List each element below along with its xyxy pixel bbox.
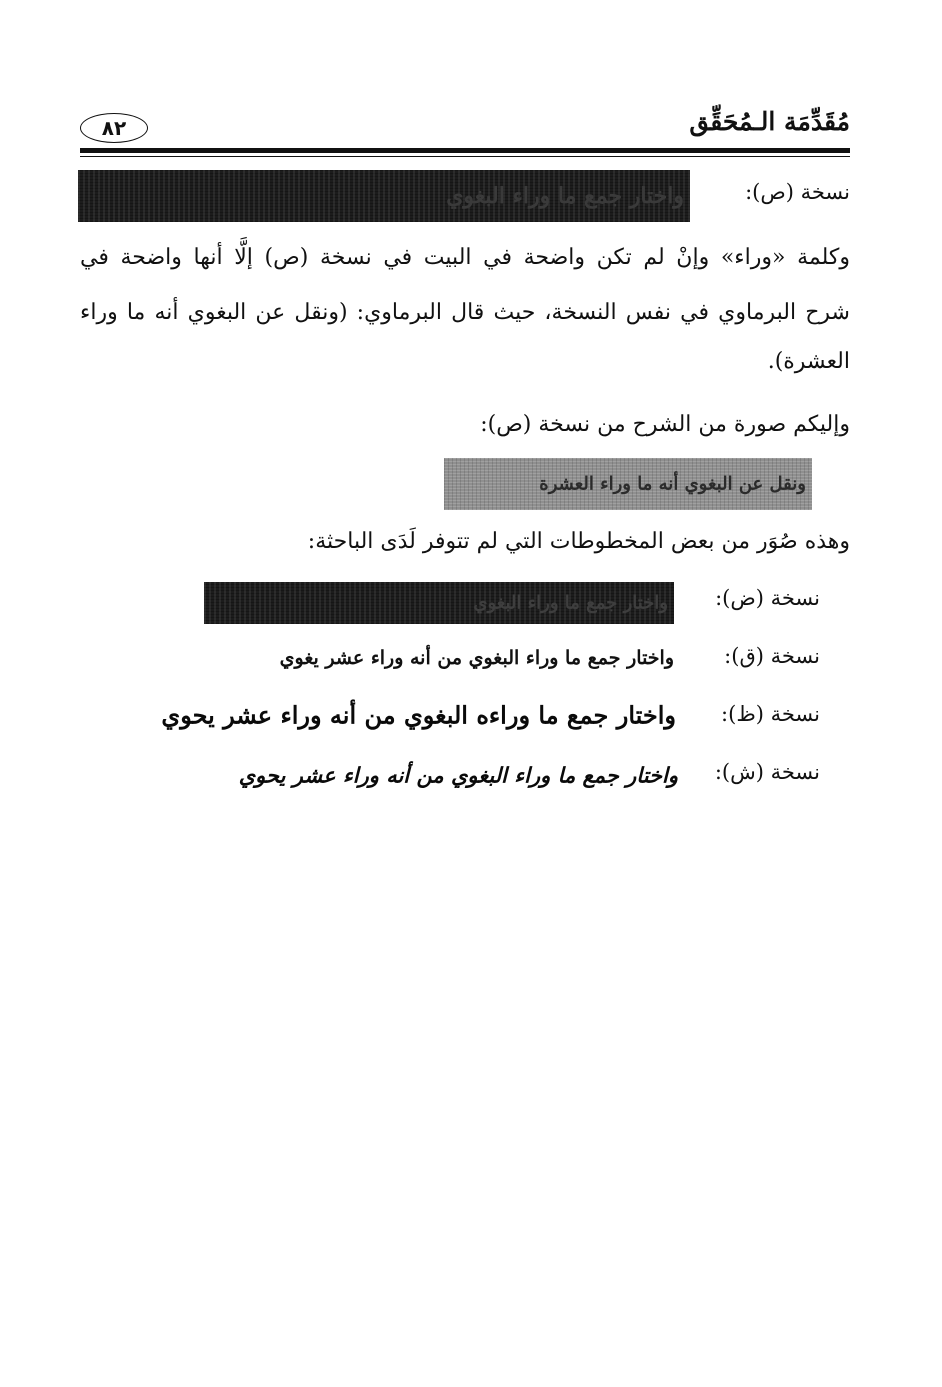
label-qaf: نسخة (ق):	[724, 644, 820, 668]
manuscript-text-za: واختار جمع ما وراءه البغوي من أنه وراء عشر يحوي	[161, 700, 676, 730]
manuscript-text-shin: واختار جمع ما وراء البغوي من أنه وراء عشر يحوي	[238, 762, 678, 788]
manuscript-image-sad-verse	[78, 170, 690, 222]
manuscript-text-qaf: واختار جمع ما وراء البغوي من أنه وراء عشر يغوي	[279, 647, 674, 669]
running-title: مُقَدِّمَة الـمُحَقِّق	[689, 107, 850, 136]
label-sad-top: نسخة (ص):	[745, 180, 850, 204]
manuscript-image-qaf	[279, 638, 680, 678]
intro-sad-sharh: وإليكم صورة من الشرح من نسخة (ص):	[480, 412, 850, 437]
paragraph-line: شرح البرماوي في نفس النسخة، حيث قال البرماوي: (ونقل عن البغوي أنه ما وراء	[80, 300, 850, 325]
page-header	[80, 103, 850, 148]
header-rule-thin	[80, 156, 850, 157]
manuscript-image-dad	[204, 582, 674, 624]
label-za: نسخة (ظ):	[721, 702, 820, 726]
label-shin: نسخة (ش):	[714, 760, 820, 784]
manuscript-text-sad-sharh: ونقل عن البغوي أنه ما وراء العشرة	[539, 473, 806, 495]
manuscript-text-dad: واختار جمع ما وراء البغوي	[473, 592, 668, 614]
header-rule-thick	[80, 148, 850, 153]
manuscript-text-sad-verse: واختار جمع ما وراء البغوي	[446, 183, 684, 209]
intro-other-manuscripts: وهذه صُوَر من بعض المخطوطات التي لم تتوفر لَدَى الباحثة:	[307, 529, 850, 554]
label-dad: نسخة (ض):	[715, 586, 820, 610]
manuscript-image-sad-sharh	[444, 458, 812, 510]
paragraph-wara	[80, 243, 850, 402]
page-number: ٨٢	[80, 113, 148, 143]
paragraph-line: وكلمة «وراء» وإنْ لم تكن واضحة في البيت في نسخة (ص) إلَّا أنها واضحة في	[80, 245, 850, 270]
manuscript-image-za	[161, 690, 682, 740]
manuscript-image-shin	[238, 752, 684, 798]
paragraph-line: العشرة).	[767, 349, 850, 374]
